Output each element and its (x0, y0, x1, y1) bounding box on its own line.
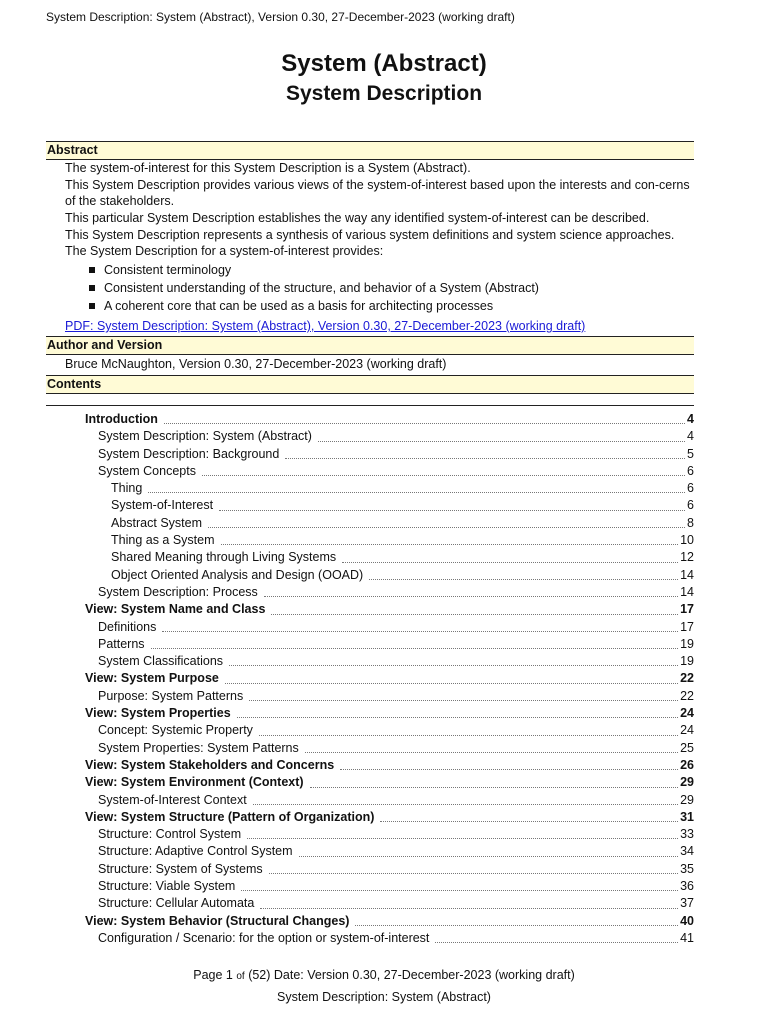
toc-leader-dots (355, 925, 678, 926)
toc-entry-title: View: System Name and Class (85, 602, 266, 617)
toc-entry-page: 19 (680, 636, 694, 651)
footer-of-label: of (236, 971, 245, 982)
toc-leader-dots (247, 838, 678, 839)
toc-entry-page: 6 (687, 498, 694, 513)
toc-entry-page: 24 (680, 706, 694, 721)
toc-entry-page: 36 (680, 879, 694, 894)
toc-entry[interactable] (46, 497, 694, 514)
bullet-item: Consistent understanding of the structure, and behavior of a System (Abstract) (88, 279, 694, 297)
abstract-paragraph: The system-of-interest for this System Description is a System (Abstract). (65, 161, 471, 175)
document-subtitle: System Description (285, 82, 483, 105)
toc-entry[interactable] (46, 809, 694, 826)
toc-entry[interactable] (46, 567, 694, 584)
toc-entry-page: 17 (680, 602, 694, 617)
toc-entry[interactable] (46, 463, 694, 480)
abstract-paragraph: This System Description provides various views of the system-of-interest based upon the interests and con-cerns of the stakeholders. (65, 178, 690, 208)
toc-entry-title: View: System Purpose (85, 671, 219, 686)
toc-entry-page: 14 (680, 567, 694, 582)
toc-entry-page: 10 (680, 533, 694, 548)
footer-page-number: 1 (225, 968, 233, 982)
toc-entry-page: 34 (680, 844, 694, 859)
toc-entry-page: 17 (680, 619, 694, 634)
toc-leader-dots (340, 769, 678, 770)
toc-entry[interactable] (46, 532, 694, 549)
toc-entry-page: 5 (687, 446, 694, 461)
toc-leader-dots (249, 700, 678, 701)
toc-entry-page: 14 (680, 584, 694, 599)
toc-leader-dots (260, 908, 678, 909)
toc-entry-page: 25 (680, 740, 694, 755)
toc-leader-dots (162, 631, 678, 632)
toc-leader-dots (202, 475, 685, 476)
toc-entry[interactable] (46, 757, 694, 774)
toc-leader-dots (285, 458, 685, 459)
toc-entry-page: 22 (680, 671, 694, 686)
toc-entry[interactable] (46, 584, 694, 601)
toc-entry[interactable] (46, 878, 694, 895)
toc-entry[interactable] (46, 861, 694, 878)
toc-entry-title: Structure: System of Systems (98, 861, 263, 876)
toc-entry-title: Structure: Adaptive Control System (98, 844, 293, 859)
toc-leader-dots (318, 441, 685, 442)
toc-entry[interactable] (46, 428, 694, 445)
toc-entry[interactable] (46, 411, 694, 428)
toc-entry-title: Structure: Control System (98, 827, 242, 842)
abstract-paragraph: The System Description for a system-of-interest provides: (65, 244, 384, 258)
toc-entry[interactable] (46, 670, 694, 687)
contents-divider (46, 405, 694, 406)
title-block (0, 50, 768, 107)
toc-entry-title: View: System Environment (Context) (85, 775, 304, 790)
running-footer (0, 965, 768, 1007)
toc-entry-page: 8 (687, 515, 694, 530)
toc-entry[interactable] (46, 688, 694, 705)
toc-entry[interactable] (46, 740, 694, 757)
toc-entry[interactable] (46, 601, 694, 618)
toc-entry-title: Structure: Cellular Automata (98, 896, 255, 911)
toc-leader-dots (271, 614, 678, 615)
bullet-item: A coherent core that can be used as a basis for architecting processes (88, 297, 694, 315)
toc-entry-title: View: System Properties (85, 706, 231, 721)
toc-entry-title: System Properties: System Patterns (98, 740, 299, 755)
abstract-section (46, 160, 694, 336)
toc-entry-page: 33 (680, 827, 694, 842)
toc-leader-dots (264, 596, 678, 597)
toc-entry[interactable] (46, 792, 694, 809)
toc-leader-dots (310, 787, 679, 788)
toc-entry[interactable] (46, 515, 694, 532)
author-heading: Author and Version (46, 336, 694, 355)
document-body (46, 141, 694, 947)
toc-entry-page: 12 (680, 550, 694, 565)
toc-entry-page: 31 (680, 809, 694, 824)
table-of-contents (46, 411, 694, 947)
toc-entry-page: 29 (680, 775, 694, 790)
toc-entry[interactable] (46, 653, 694, 670)
toc-entry-title: Patterns (98, 636, 145, 651)
footer-page-label: Page (193, 968, 223, 982)
toc-leader-dots (148, 492, 685, 493)
toc-entry[interactable] (46, 913, 694, 930)
toc-entry-title: Thing (111, 481, 143, 496)
toc-entry-title: System Classifications (98, 654, 224, 669)
toc-leader-dots (237, 717, 678, 718)
toc-entry-title: System Concepts (98, 463, 196, 478)
toc-entry[interactable] (46, 549, 694, 566)
toc-leader-dots (299, 856, 679, 857)
toc-entry[interactable] (46, 705, 694, 722)
toc-entry[interactable] (46, 619, 694, 636)
toc-entry-page: 29 (680, 792, 694, 807)
document-title: System (Abstract) (281, 50, 487, 77)
toc-leader-dots (208, 527, 685, 528)
toc-leader-dots (342, 562, 678, 563)
toc-entry-title: Thing as a System (111, 533, 215, 548)
toc-entry-title: View: System Stakeholders and Concerns (85, 757, 335, 772)
toc-leader-dots (225, 683, 678, 684)
toc-entry-page: 19 (680, 654, 694, 669)
abstract-paragraph: This particular System Description establishes the way any identified system-of-interest can be described. (65, 211, 650, 225)
toc-entry[interactable] (46, 446, 694, 463)
footer-doc-title: System Description: System (Abstract) (277, 990, 491, 1004)
toc-entry[interactable] (46, 722, 694, 739)
toc-entry-page: 6 (687, 463, 694, 478)
toc-entry-page: 4 (687, 412, 694, 426)
toc-entry-title: System Description: System (Abstract) (98, 429, 312, 444)
toc-leader-dots (241, 890, 678, 891)
toc-entry-title: Shared Meaning through Living Systems (111, 550, 337, 565)
toc-entry-title: Configuration / Scenario: for the option or system-of-interest (98, 930, 430, 945)
toc-leader-dots (253, 804, 678, 805)
toc-entry-title: Definitions (98, 619, 157, 634)
toc-leader-dots (151, 648, 679, 649)
toc-entry-title: View: System Behavior (Structural Changes) (85, 913, 350, 928)
toc-entry[interactable] (46, 930, 694, 947)
toc-leader-dots (229, 665, 678, 666)
toc-entry-page: 4 (687, 429, 694, 444)
toc-leader-dots (221, 544, 679, 545)
footer-page-line (0, 965, 768, 987)
toc-entry[interactable] (46, 895, 694, 912)
abstract-paragraph: This System Description represents a synthesis of various system definitions and system science approaches. (65, 228, 675, 242)
contents-heading: Contents (46, 375, 694, 394)
toc-entry-title: Structure: Viable System (98, 879, 236, 894)
abstract-heading: Abstract (46, 141, 694, 160)
toc-entry-page: 6 (687, 481, 694, 496)
bullet-item: Consistent terminology (88, 261, 694, 279)
toc-entry-page: 40 (680, 913, 694, 928)
toc-entry-page: 35 (680, 861, 694, 876)
running-header: System Description: System (Abstract), Version 0.30, 27-December-2023 (working draft) (46, 10, 515, 24)
author-version-text: Bruce McNaughton, Version 0.30, 27-December-2023 (working draft) (65, 357, 447, 371)
toc-entry[interactable] (46, 774, 694, 791)
toc-entry[interactable] (46, 636, 694, 653)
toc-entry-page: 41 (680, 930, 694, 945)
toc-entry[interactable] (46, 843, 694, 860)
toc-leader-dots (380, 821, 678, 822)
toc-entry-title: Concept: Systemic Property (98, 723, 253, 738)
toc-leader-dots (369, 579, 678, 580)
toc-entry-page: 24 (680, 723, 694, 738)
toc-leader-dots (259, 735, 678, 736)
abstract-bullet-list (65, 261, 694, 315)
toc-entry-page: 26 (680, 757, 694, 772)
toc-leader-dots (305, 752, 678, 753)
footer-total-pages: (52) (248, 968, 271, 982)
toc-leader-dots (435, 942, 678, 943)
toc-entry-title: View: System Structure (Pattern of Organization) (85, 809, 375, 824)
footer-date: Date: Version 0.30, 27-December-2023 (working draft) (273, 968, 575, 982)
toc-entry-title: System Description: Process (98, 584, 258, 599)
toc-entry[interactable] (46, 826, 694, 843)
toc-leader-dots (164, 423, 685, 424)
toc-leader-dots (219, 510, 685, 511)
toc-entry-page: 37 (680, 896, 694, 911)
pdf-link[interactable]: PDF: System Description: System (Abstract), Version 0.30, 27-December-2023 (working draft) (65, 319, 586, 333)
toc-entry-title: System-of-Interest Context (98, 792, 247, 807)
toc-leader-dots (269, 873, 678, 874)
toc-entry[interactable] (46, 480, 694, 497)
toc-entry-page: 22 (680, 688, 694, 703)
toc-entry-title: Introduction (85, 412, 158, 426)
toc-entry-title: Purpose: System Patterns (98, 688, 244, 703)
toc-entry-title: Abstract System (111, 515, 202, 530)
toc-entry-title: System Description: Background (98, 446, 280, 461)
toc-entry-title: Object Oriented Analysis and Design (OOAD) (111, 567, 364, 582)
toc-entry-title: System-of-Interest (111, 498, 214, 513)
